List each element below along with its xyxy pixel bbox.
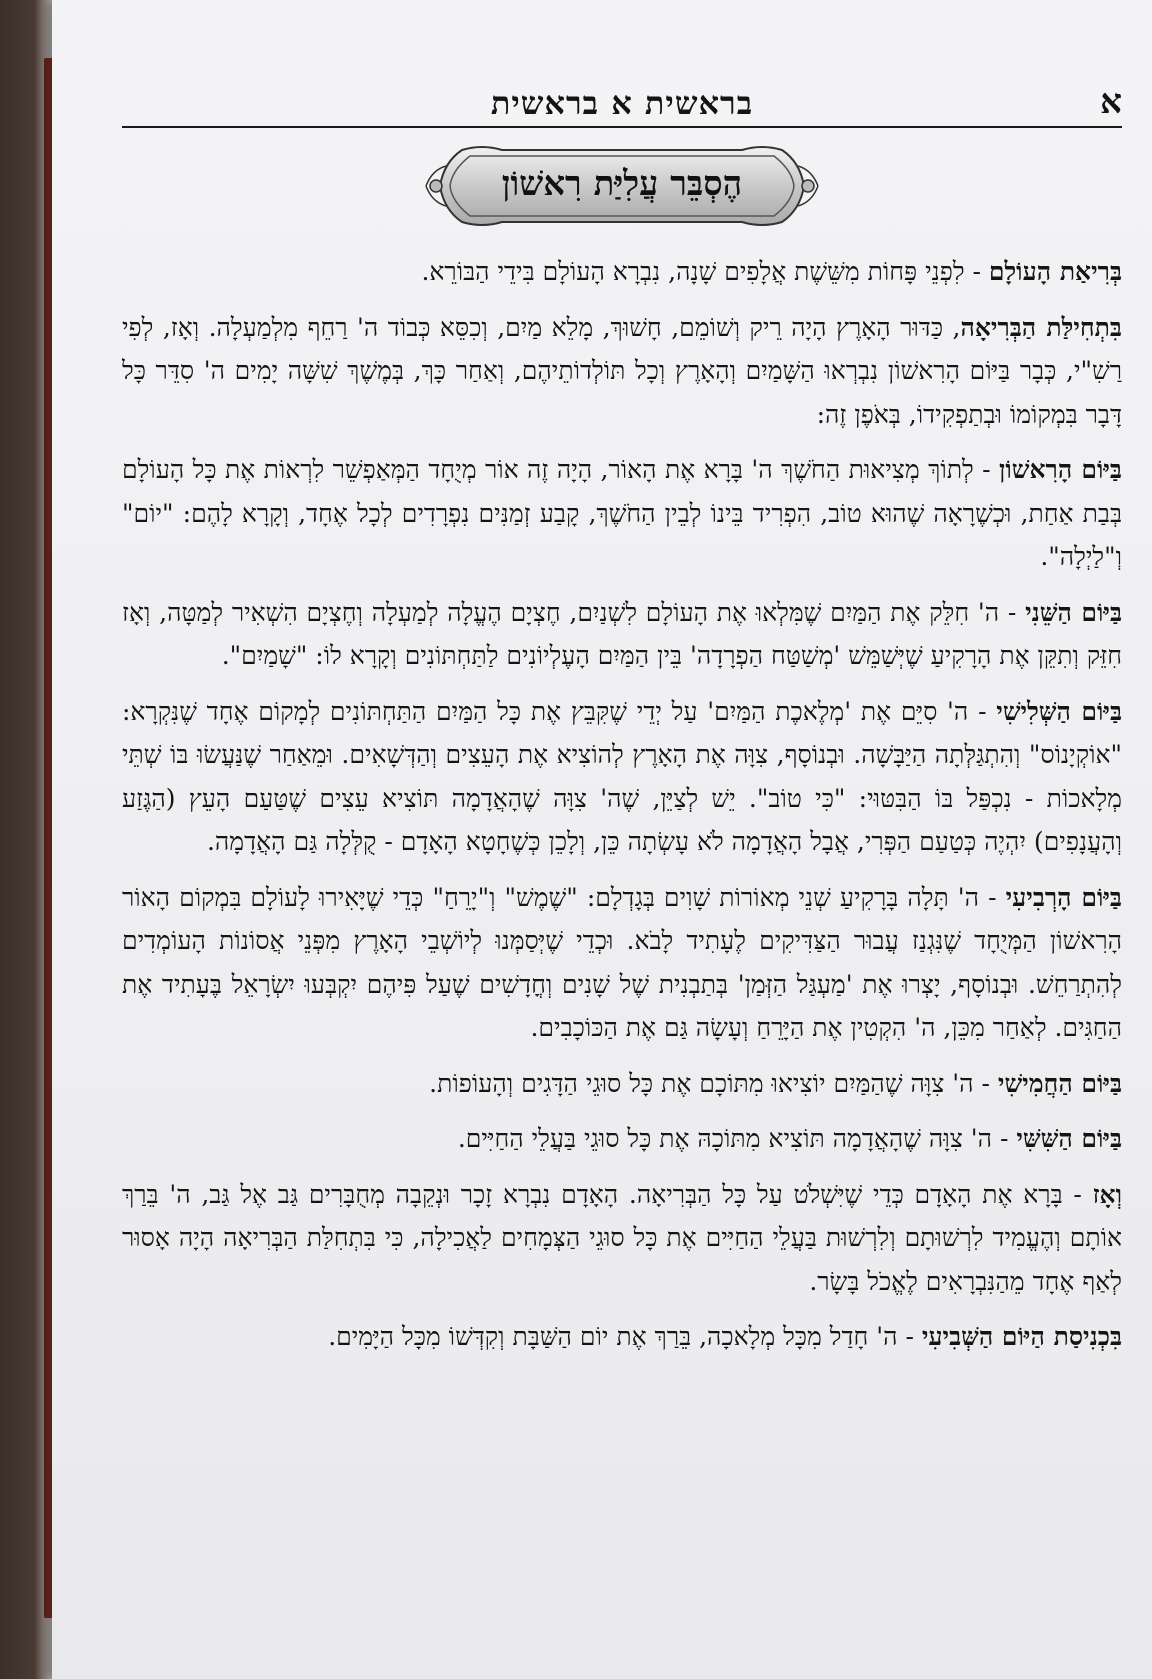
paragraph <box>122 448 1122 579</box>
paragraph-text: , כַּדּוּר הָאָרֶץ הָיָה רֵיק וְשׁוֹמֵם, חָשׁוּךְ, מָלֵא מַיִם, וְכִסֵּא כְּבוֹד ה' רַחֵף מִלְמַעְלָה. וְאָז, לְפִי רַשִׁ"י, כְּבָר בַּיּוֹם הָרִאשׁוֹן נִבְרְאוּ הַשָּׁמַיִם וְהָאָרֶץ וְכָל תּוֹלְדוֹתֵיהֶם, וְאַחַר כָּךְ, בְּמֶשֶׁךְ שִׁשָּׁה יָמִים ה' סִדֵּר כָּל דָּבָר בִּמְקוֹמוֹ וּבְתַפְקִידוֹ, בְּאֹפֶן זֶה: <box>122 312 1122 429</box>
page-content <box>122 0 1122 1679</box>
paragraph <box>122 306 1122 437</box>
paragraph <box>122 1173 1122 1304</box>
section-title: הֶסְבֵּר עֲלִיַּת רִאשׁוֹן <box>501 164 743 204</box>
paragraph-text: - בָּרָא אֶת הָאָדָם כְּדֵי שֶׁיִּשְׁלֹט עַל כָּל הַבְּרִיאָה. הָאָדָם נִבְרָא זָכָר וּנְקֵבָה מְחֻבָּרִים גַּב אֶל גַּב, ה' בֵּרַךְ אוֹתָם וְהֶעֱמִיד לִרְשׁוּתָם וְלִרְשׁוּת בַּעֲלֵי הַחַיִּים אֶת כָּל סוּגֵי הַצְּמָחִים לַאֲכִילָה, כִּי בִּתְחִלַּת הַבְּרִיאָה הָיָה אָסוּר לְאַף אֶחָד מֵהַנִּבְרָאִים לֶאֱכֹל בָּשָׂר. <box>122 1179 1122 1296</box>
paragraph <box>122 690 1122 864</box>
paragraph-text: - ה' צִוָּה שֶׁהַמַּיִם יוֹצִיאוּ מִתּוֹכָם אֶת כָּל סוּגֵי הַדָּגִים וְהָעוֹפוֹת. <box>429 1068 998 1098</box>
paragraph <box>122 876 1122 1050</box>
paragraph-lead: בַּיּוֹם הַשְּׁלִישִׁי <box>996 696 1122 726</box>
running-title: בראשית א בראשית <box>490 84 754 122</box>
paragraph-lead: בַּיּוֹם הָרִאשׁוֹן <box>999 455 1122 484</box>
paragraph-text: - ה' חִלֵּק אֶת הַמַּיִם שֶׁמִּלְאוּ אֶת הָעוֹלָם לִשְׁנַיִם, חֶצְיָם הֶעֱלָה לְמַעְלָה וְחֶצְיָם הִשְׁאִיר לְמַטָּה, וְאָז חִזֵּק וְתִקֵּן אֶת הָרָקִיעַ שֶׁיְּשַׁמֵּשׁ 'מְשַׁטַּח הַפְרָדָה' בֵּין הַמַּיִם הָעֶלְיוֹנִים לַתַּחְתּוֹנִים וְקָרָא לוֹ: "שָׁמַיִם". <box>122 597 1122 670</box>
paragraph-text: - לְתוֹךְ מְצִיאוּת הַחֹשֶׁךְ ה' בָּרָא אֶת הָאוֹר, הָיָה זֶה אוֹר מְיֻחָד הַמְּאַפְשֵׁר לִרְאוֹת אֶת כָּל הָעוֹלָם בְּבַת אַחַת, וּכְשֶׁרָאָה שֶׁהוּא טוֹב, הִפְרִיד בֵּינוֹ לְבֵין הַחֹשֶׁךְ, קָבַע זְמַנִּים נִפְרָדִים לְכָל אֶחָד, וְקָרָא לָהֶם: "יוֹם" וְ"לַיְלָה". <box>122 455 1122 571</box>
paragraph-lead: בַּיּוֹם הַשֵּׁנִי <box>1025 597 1122 627</box>
running-header <box>122 82 1122 128</box>
paragraph-text: - ה' חָדַל מִכָּל מְלָאכָה, בֵּרַךְ אֶת יוֹם הַשַּׁבָּת וְקִדְּשׁוֹ מִכָּל הַיָּמִים. <box>328 1322 922 1351</box>
paragraph <box>122 1117 1122 1161</box>
section-cartouche <box>422 140 822 232</box>
paragraph <box>122 1315 1122 1359</box>
paragraph-text: - ה' צִוָּה שֶׁהָאֲדָמָה תּוֹצִיא מִתּוֹכָהּ אֶת כָּל סוּגֵי בַּעֲלֵי הַחַיִּים. <box>457 1124 1017 1153</box>
paragraph-lead: בְּרִיאַת הָעוֹלָם <box>988 257 1122 286</box>
paragraph-lead: בַּיּוֹם הַחֲמִישִׁי <box>997 1068 1122 1098</box>
paragraph-lead: בִּתְחִילַּת הַבְּרִיאָה <box>960 312 1122 342</box>
paragraph-text: - ה' סִיֵּם אֶת 'מְלֶאכֶת הַמַּיִם' עַל יְדֵי שֶׁקִּבֵּץ אֶת כָּל הַמַּיִם הַתַּחְתּוֹנִים לְמָקוֹם אֶחָד שֶׁנִּקְרָא: "אוֹקְיָנוֹס" וְהִתְגַּלְּתָה הַיַּבָּשָׁה. וּבְנוֹסָף, צִוָּה אֶת הָאָרֶץ לְהוֹצִיא אֶת הָעֵצִים וְהַדְּשָׁאִים. וּמֵאַחַר שֶׁנַּעֲשׂוּ בּוֹ שְׁתֵּי מְלָאכוֹת - נִכְפַּל בּוֹ הַבִּטּוּי: "כִּי טוֹב". יֵשׁ לְצַיֵּן, שֶׁה' צִוָּה שֶׁהָאֲדָמָה תּוֹצִיא עֵצִים שֶׁטַּעַם הָעֵץ (הַגֶּזַע וְהָעֲנָפִים) יִהְיֶה כְּטַעַם הַפְּרִי, אֲבָל הָאֲדָמָה לֹא עָשְׂתָה כֵּן, וְלָכֵן כְּשֶׁחָטָא הָאָדָם - קֻלְּלָה גַּם הָאֲדָמָה. <box>122 696 1122 856</box>
paragraph-lead: וְאָז <box>1092 1179 1122 1209</box>
paragraph-lead: בִּכְנִיסַת הַיּוֹם הַשְּׁבִיעִי <box>921 1322 1122 1351</box>
paragraph <box>122 250 1122 294</box>
paragraph-text: - לִפְנֵי פָּחוֹת מִשֵּׁשֶׁת אֲלָפִים שָׁנָה, נִבְרָא הָעוֹלָם בִּידֵי הַבּוֹרֵא. <box>421 257 989 286</box>
paragraph-lead: בַּיּוֹם הָרְבִיעִי <box>1005 882 1122 912</box>
paragraph <box>122 591 1122 678</box>
chapter-letter: א <box>1100 82 1122 122</box>
body-text <box>122 250 1122 1371</box>
paragraph-lead: בַּיּוֹם הַשִּׁשִּׁי <box>1016 1124 1122 1153</box>
paragraph <box>122 1062 1122 1106</box>
paragraph-text: - ה' תָּלָה בָּרָקִיעַ שְׁנֵי מְאוֹרוֹת שָׁוִים בְּגָדְלָם: "שֶׁמֶשׁ" וְ"יָרֵחַ" כְּדֵי שֶׁיָּאִירוּ לָעוֹלָם בִּמְקוֹם הָאוֹר הָרִאשׁוֹן הַמְּיֻחָד שֶׁנִּגְנַז עֲבוּר הַצַּדִּיקִים לֶעָתִיד לָבֹא. וּכְדֵי שֶׁיְּסַמְּנוּ לְיוֹשְׁבֵי הָאָרֶץ מִפְּנֵי אֲסוֹנוֹת הָעוֹמְדִים לְהִתְרַחֵשׁ. וּבְנוֹסָף, יָצְרוּ אֶת 'מַעְגַּל הַזְּמַן' בְּתַבְנִית שֶׁל שָׁנִים וְחֳדָשִׁים שֶׁעַל פִּיהֶם יִקְבְּעוּ יִשְׂרָאֵל בֶּעָתִיד אֶת הַחַגִּים. לְאַחַר מִכֵּן, ה' הִקְטִין אֶת הַיָּרֵחַ וְעָשָׂה גַּם אֶת הַכּוֹכָבִים. <box>122 882 1122 1042</box>
book-page <box>52 0 1152 1679</box>
